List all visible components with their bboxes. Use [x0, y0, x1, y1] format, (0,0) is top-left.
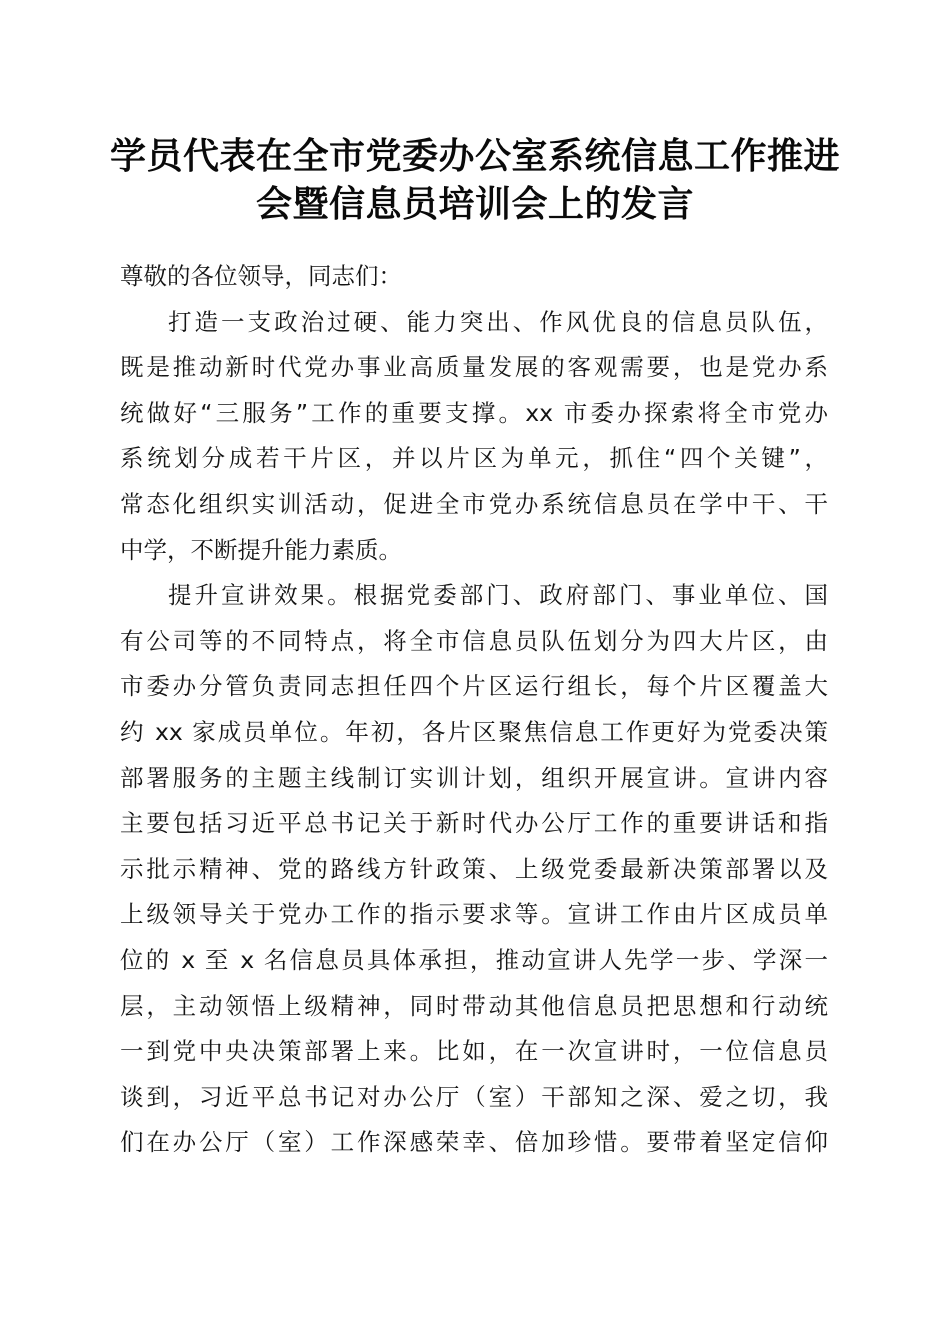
paragraph-line: 主要包括习近平总书记关于新时代办公厅工作的重要讲话和指 [120, 809, 828, 838]
paragraph-line: 市委办分管负责同志担任四个片区运行组长，每个片区覆盖大 [120, 672, 828, 701]
paragraph-line: 们在办公厅（室）工作深感荣幸、倍加珍惜。要带着坚定信仰 [120, 1128, 828, 1157]
paragraph-line: 打造一支政治过硬、能力突出、作风优良的信息员队伍， [168, 307, 828, 336]
document-body [120, 254, 828, 1166]
paragraph-line: 提升宣讲效果。根据党委部门、政府部门、事业单位、国 [168, 581, 828, 610]
paragraph-line: 谈到，习近平总书记对办公厅（室）干部知之深、爱之切，我 [120, 1082, 828, 1111]
paragraph-line: 常态化组织实训活动，促进全市党办系统信息员在学中干、干 [120, 489, 828, 518]
paragraph-line: 位的 x 至 x 名信息员具体承担，推动宣讲人先学一步、学深一 [120, 945, 828, 974]
salutation: 尊敬的各位领导，同志们： [120, 262, 402, 290]
paragraph-line: 约 xx 家成员单位。年初，各片区聚焦信息工作更好为党委决策 [120, 717, 828, 746]
paragraph-line: 系统划分成若干片区，并以片区为单元，抓住“四个关键”， [120, 444, 828, 473]
paragraph-intro [120, 300, 828, 574]
paragraph-line: 一到党中央决策部署上来。比如，在一次宣讲时，一位信息员 [120, 1037, 828, 1066]
paragraph-line: 有公司等的不同特点，将全市信息员队伍划分为四大片区，由 [120, 626, 828, 655]
document-title [110, 132, 840, 228]
paragraph-line: 上级领导关于党办工作的指示要求等。宣讲工作由片区成员单 [120, 900, 828, 929]
paragraph-line: 既是推动新时代党办事业高质量发展的客观需要，也是党办系 [120, 353, 828, 382]
paragraph-line: 部署服务的主题主线制订实训计划，组织开展宣讲。宣讲内容 [120, 763, 828, 792]
paragraph-line: 中学，不断提升能力素质。 [120, 535, 402, 564]
paragraph-propaganda [120, 573, 828, 1166]
title-line: 会暨信息员培训会上的发言 [255, 183, 694, 225]
paragraph-line: 示批示精神、党的路线方针政策、上级党委最新决策部署以及 [120, 854, 828, 883]
paragraph-line: 统做好“三服务”工作的重要支撑。xx 市委办探索将全市党办 [120, 398, 828, 427]
paragraph-line: 层，主动领悟上级精神，同时带动其他信息员把思想和行动统 [120, 991, 828, 1020]
title-line: 学员代表在全市党委办公室系统信息工作推进 [110, 135, 841, 177]
